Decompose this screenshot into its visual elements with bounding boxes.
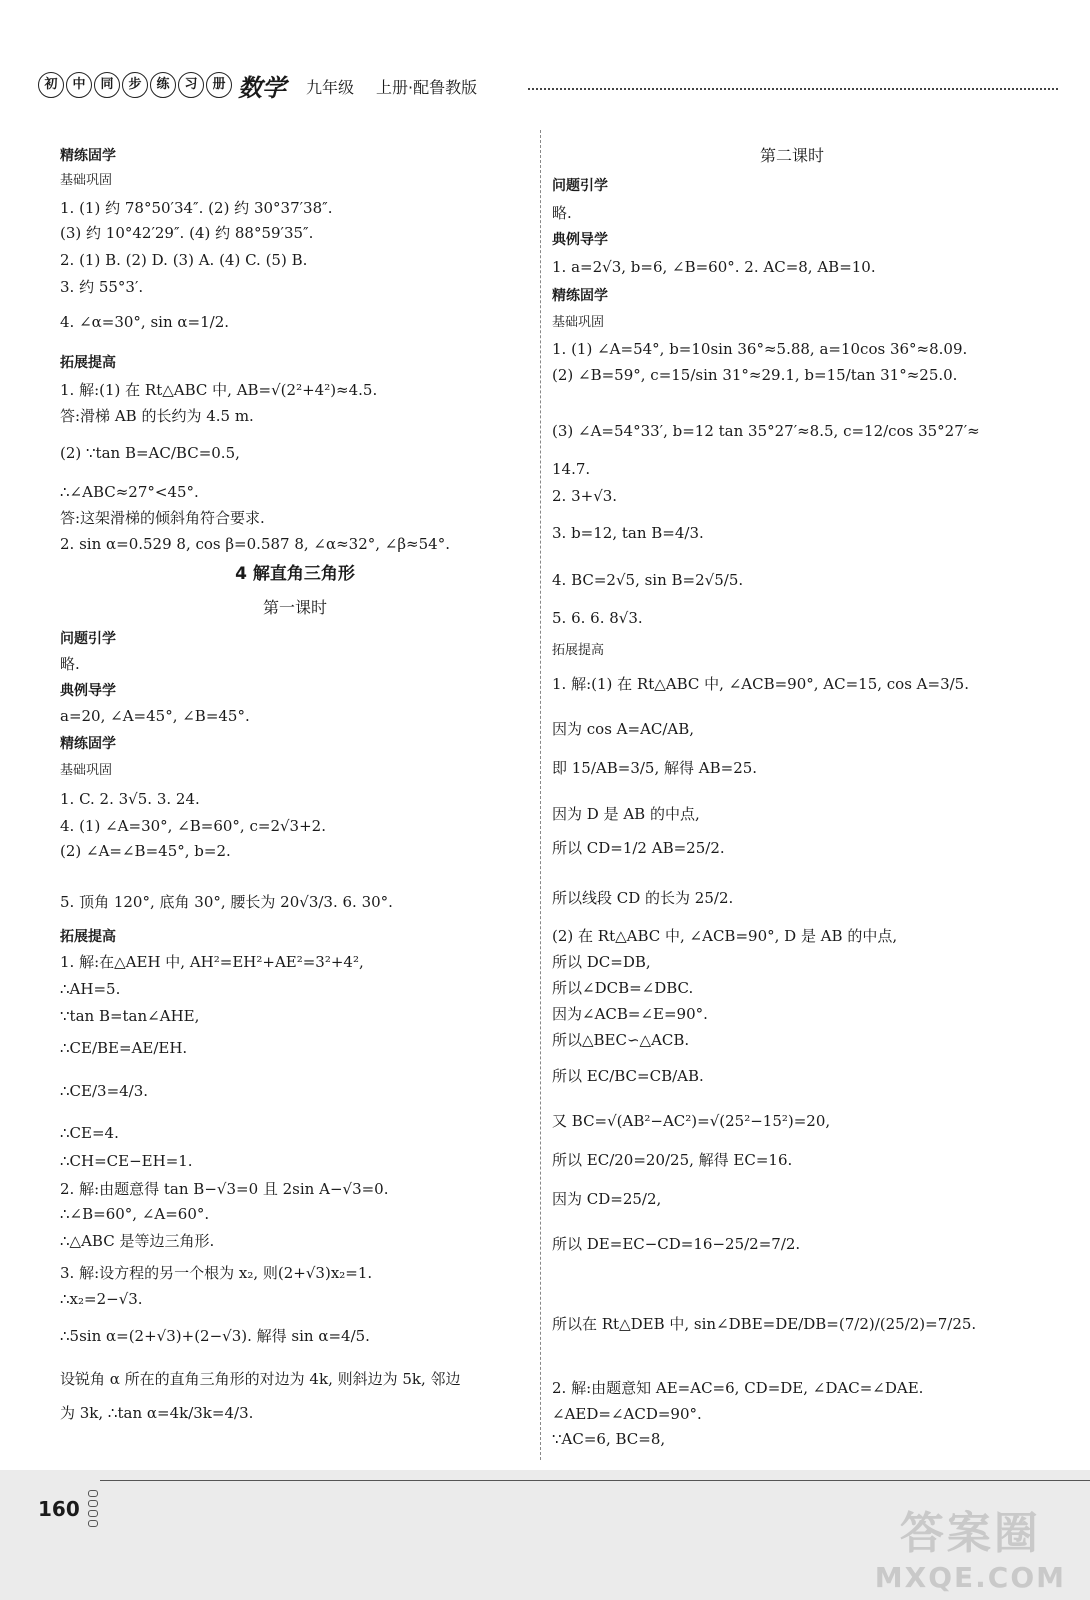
answer-line: 1. 解:在△AEH 中, AH²=EH²+AE²=3²+4², [60,953,364,971]
series-char: 同 [94,72,120,98]
page-header [28,68,1058,108]
edition-label: 上册·配鲁教版 [376,78,478,97]
answer-line: 基础巩固 [552,315,605,330]
answer-line: 3. 解:设方程的另一个根为 x₂, 则(2+√3)x₂=1. [60,1264,373,1282]
answer-line: 2. 解:由题意知 AE=AC=6, CD=DE, ∠DAC=∠DAE. [552,1379,924,1397]
answer-line: 所以在 Rt△DEB 中, sin∠DBE=DE/DB=(7/2)/(25/2)=7/25. [552,1315,977,1333]
answer-line: 所以 DC=DB, [552,953,651,971]
answer-line: (2) 在 Rt△ABC 中, ∠ACB=90°, D 是 AB 的中点, [552,927,898,945]
answer-line: 答:滑梯 AB 的长约为 4.5 m. [60,407,254,425]
series-char: 初 [38,72,64,98]
answer-line: ∵tan B=tan∠AHE, [60,1007,200,1025]
section-heading: 4 解直角三角形 [235,564,355,584]
header-dotted-rule [528,88,1058,90]
answer-line: 2. (1) B. (2) D. (3) A. (4) C. (5) B. [60,251,308,269]
answer-line: 又 BC=√(AB²−AC²)=√(25²−15²)=20, [552,1112,831,1130]
series-char: 中 [66,72,92,98]
answer-line: 所以 CD=1/2 AB=25/2. [552,839,725,857]
series-char: 步 [122,72,148,98]
grade-label: 九年级 [306,78,355,97]
answer-line: ∴CE=4. [60,1124,119,1142]
answer-line: 5. 6. 6. 8√3. [552,609,643,627]
section-heading: 第一课时 [262,598,327,617]
answer-line: 4. ∠α=30°, sin α=1/2. [60,313,229,331]
series-char: 练 [150,72,176,98]
answer-line: ∴∠B=60°, ∠A=60°. [60,1205,210,1223]
answer-line: 略. [552,204,572,222]
answer-line: 1. 解:(1) 在 Rt△ABC 中, AB=√(2²+4²)≈4.5. [60,381,378,399]
footer-decoration [88,1490,98,1530]
answer-line: 因为∠ACB=∠E=90°. [552,1005,708,1023]
answer-line: a=20, ∠A=45°, ∠B=45°. [60,707,250,725]
answer-line: 基础巩固 [60,763,113,778]
answer-line: (2) ∠A=∠B=45°, b=2. [60,842,231,860]
answer-line: ∴x₂=2−√3. [60,1290,143,1308]
series-title [38,72,232,98]
answer-line: 3. 约 55°3′. [60,278,144,296]
answer-line: 略. [60,655,80,673]
answer-line: 14.7. [552,460,591,478]
column-divider [540,130,541,1460]
answer-line: 所以 EC/20=20/25, 解得 EC=16. [552,1151,793,1169]
answer-line: 2. 3+√3. [552,487,618,505]
answer-line: 所以 EC/BC=CB/AB. [552,1067,704,1085]
answer-line: 所以线段 CD 的长为 25/2. [552,889,734,907]
answer-line: ∠AED=∠ACD=90°. [552,1405,702,1423]
answer-line: 答:这架滑梯的倾斜角符合要求. [60,509,265,527]
subject-title: 数学 [238,74,286,102]
section-heading: 拓展提高 [60,929,116,945]
answer-line: 拓展提高 [552,643,605,658]
answer-line: 为 3k, ∴tan α=4k/3k=4/3. [60,1404,254,1422]
section-heading: 拓展提高 [60,355,116,371]
section-heading: 问题引学 [552,178,608,194]
answer-line: 设锐角 α 所在的直角三角形的对边为 4k, 则斜边为 5k, 邻边 [60,1370,461,1388]
section-heading: 精练固学 [60,148,116,164]
answer-line: 即 15/AB=3/5, 解得 AB=25. [552,759,758,777]
footer-rule [100,1480,1090,1481]
answer-line: ∴5sin α=(2+√3)+(2−√3). 解得 sin α=4/5. [60,1327,370,1345]
answer-line: ∴CE/3=4/3. [60,1082,149,1100]
answer-line: 所以 DE=EC−CD=16−25/2=7/2. [552,1235,801,1253]
watermark [875,1497,1066,1594]
answer-line: ∴△ABC 是等边三角形. [60,1232,215,1250]
section-heading: 精练固学 [60,736,116,752]
answer-line: ∴CE/BE=AE/EH. [60,1039,188,1057]
watermark-url: MXQE.COM [874,1561,1066,1594]
answer-line: ∴CH=CE−EH=1. [60,1152,193,1170]
section-heading: 第二课时 [759,146,824,165]
answer-line: ∴∠ABC≈27°<45°. [60,483,199,501]
answer-line: ∵AC=6, BC=8, [552,1430,666,1448]
answer-line: 2. 解:由题意得 tan B−√3=0 且 2sin A−√3=0. [60,1180,389,1198]
watermark-logo: 答案圈 [899,1508,1041,1559]
answer-line: 1. C. 2. 3√5. 3. 24. [60,790,200,808]
series-char: 册 [206,72,232,98]
answer-line: 基础巩固 [60,173,113,188]
answer-line: 1. a=2√3, b=6, ∠B=60°. 2. AC=8, AB=10. [552,258,876,276]
answer-line: ∴AH=5. [60,980,121,998]
answer-line: 2. sin α=0.529 8, cos β=0.587 8, ∠α≈32°, ∠β≈54°. [60,535,450,553]
answer-line: 所以△BEC∽△ACB. [552,1031,690,1049]
answer-line: 1. (1) ∠A=54°, b=10sin 36°≈5.88, a=10cos 36°≈8.09. [552,340,968,358]
answer-line: 3. b=12, tan B=4/3. [552,524,704,542]
answer-line: 4. (1) ∠A=30°, ∠B=60°, c=2√3+2. [60,817,326,835]
answer-line: (2) ∠B=59°, c=15/sin 31°≈29.1, b=15/tan 31°≈25.0. [552,366,958,384]
answer-line: 5. 顶角 120°, 底角 30°, 腰长为 20√3/3. 6. 30°. [60,893,393,911]
section-heading: 问题引学 [60,631,116,647]
answer-line: (3) ∠A=54°33′, b=12 tan 35°27′≈8.5, c=12/cos 35°27′≈ [552,422,980,440]
answer-line: 1. (1) 约 78°50′34″. (2) 约 30°37′38″. [60,199,333,217]
section-heading: 典例导学 [60,683,116,699]
page-number: 160 [38,1497,80,1521]
answer-line: 1. 解:(1) 在 Rt△ABC 中, ∠ACB=90°, AC=15, cos A=3/5. [552,675,969,693]
answer-line: (3) 约 10°42′29″. (4) 约 88°59′35″. [60,224,314,242]
answer-line: 因为 cos A=AC/AB, [552,720,695,738]
answer-line: 因为 CD=25/2, [552,1190,662,1208]
section-heading: 精练固学 [552,288,608,304]
answer-line: 所以∠DCB=∠DBC. [552,979,694,997]
answer-line: 4. BC=2√5, sin B=2√5/5. [552,571,744,589]
series-char: 习 [178,72,204,98]
answer-line: 因为 D 是 AB 的中点, [552,805,700,823]
answer-line: (2) ∵tan B=AC/BC=0.5, [60,444,240,462]
section-heading: 典例导学 [552,232,608,248]
